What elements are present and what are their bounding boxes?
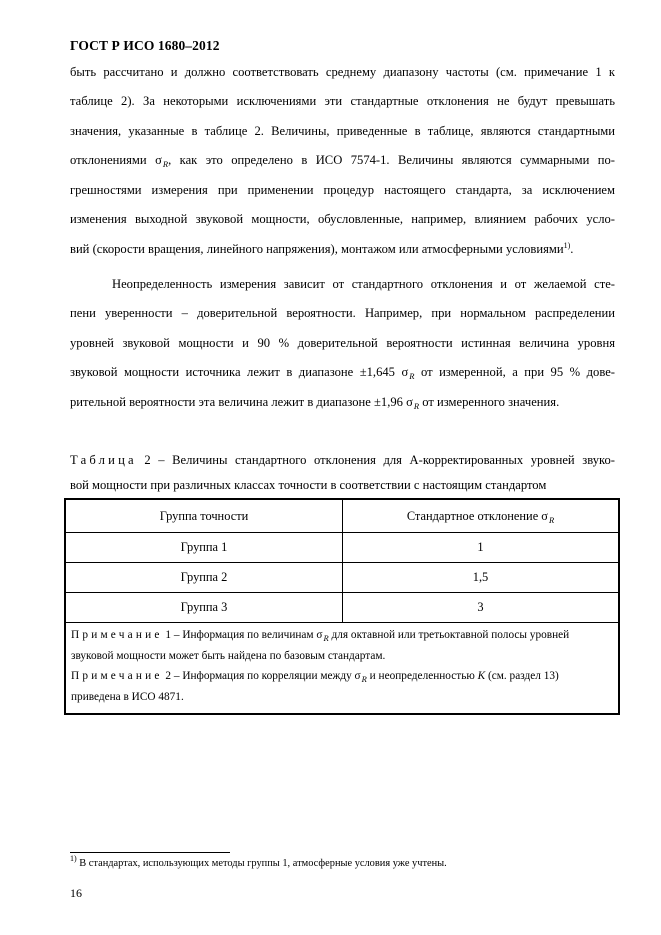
caption-line: Таблица 2 – Величины стандартного отклонения для А-корректированных уровней звуко- [70,453,615,467]
table-header-row [65,499,619,533]
document-header: ГОСТ Р ИСО 1680–2012 [70,38,220,53]
paragraph-line: уровней звуковой мощности и 90 % доверительной вероятности истинная величина уровня [70,335,615,350]
footnote-divider [70,852,230,853]
paragraph-line: звуковой мощности источника лежит в диапазоне ±1,645 $\sigma_R$ от измеренной, а при 95 % дове- [70,364,615,381]
header-deviation: Стандартное отклонение $\sigma_R$ [343,499,620,533]
paragraph-line: рительной вероятности эта величина лежит в диапазоне ±1,96 $\sigma_R$ от измеренного значения. [70,395,560,412]
subscript: R [413,401,420,412]
paragraph-1 [70,58,615,265]
paragraph-line: отклонениями $\sigma_R$, как это определено в ИСО 7574-1. Величины являются суммарными по- [70,152,615,169]
note-2: Примечание 2 – Информация по корреляции между $\sigma_R$ и неопределенностью K (см. раздел 13) [71,670,559,684]
cell-value: 1 [343,533,620,563]
header-group: Группа точности [65,499,343,533]
cell-value: 3 [343,593,620,623]
caption-line: вой мощности при различных классах точности в соответствии с настоящим стандартом [70,478,547,492]
table-caption [70,448,615,498]
page-number: 16 [70,886,82,900]
paragraph-line: грешностями измерения при применении процедур настоящего стандарта, за исключением [70,183,615,198]
table-notes [65,623,619,715]
table-row [65,593,619,623]
caption-label: Таблица [70,453,137,467]
note-1: Примечание 1 – Информация по величинам $\sigma_R$ для октавной или третьоктавной полосы уровней [71,629,570,643]
cell-group: Группа 2 [65,563,343,593]
cell-value: 1,5 [343,563,620,593]
paragraph-line: Неопределенность измерения зависит от стандартного отклонения и от желаемой сте- [112,277,615,291]
note-1-continuation: звуковой мощности может быть найдена по базовым стандартам. [71,649,386,662]
table-notes-row [65,623,619,715]
subscript: R [409,370,415,381]
paragraph-2 [70,270,615,418]
subscript: R [162,158,169,169]
paragraph-line: быть рассчитано и должно соответствовать среднему диапазону частоты (см. примечание 1 к [70,65,615,79]
footnote: $^{1)}$ В стандартах, использующих методы группы 1, атмосферные условия уже учтены. [70,854,447,869]
paragraph-line: таблице 2). За некоторыми исключениями эти стандартные отклонения не будут превышать [70,94,615,109]
footnote-reference[interactable]: 1) [563,240,571,250]
paragraph-line: вий (скорости вращения, линейного напряжения), монтажом или атмосферными условиями$^{1)}$. [70,240,574,256]
table-row [65,563,619,593]
cell-group: Группа 3 [65,593,343,623]
standard-deviation-table [64,498,620,715]
paragraph-line: значения, указанные в таблице 2. Величины, приведенные в таблице, являются стандартными [70,123,615,138]
table-row [65,533,619,563]
note-2-continuation: приведена в ИСО 4871. [71,690,184,703]
paragraph-line: изменения выходной звуковой мощности, обусловленные, например, влиянием рабочих усло- [70,212,615,227]
cell-group: Группа 1 [65,533,343,563]
footnote-marker: 1) [70,854,77,863]
paragraph-line: пени уверенности – доверительной вероятности. Например, при нормальном распределении [70,306,615,321]
